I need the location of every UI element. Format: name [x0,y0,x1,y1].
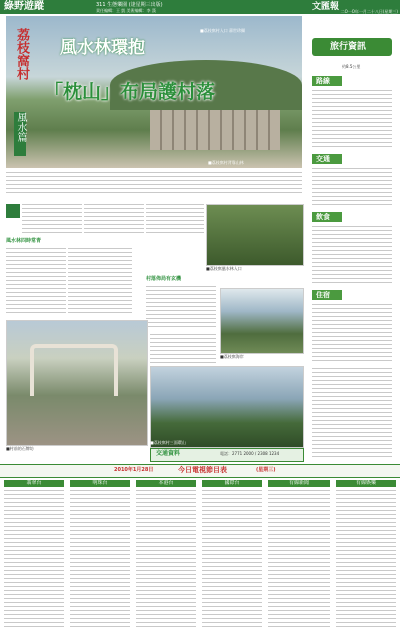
article-col2-b [68,248,132,316]
section-title: 綠野遊蹤 [4,1,44,12]
stay-text [312,304,392,364]
right-brand: 文匯報 [312,2,340,12]
article-col1-a [22,204,82,234]
drop-cap [6,204,20,218]
article-col3-b [146,286,216,330]
arch-icon [30,344,118,396]
photo-bottom [150,366,304,448]
caption-right: ■荔枝窩村背靠山林 [208,160,244,165]
sub-heading-2: 村落佈局有玄機 [146,276,182,282]
tv-date: 2010年1月28日 [114,467,154,473]
tv-day: (星期三) [256,467,276,473]
caption-top: ■荔枝窩村入口 蔣世珍攝 [200,28,246,33]
tv-channel-5: 有線新聞 [268,480,330,487]
article-col3-a [146,204,204,234]
photo-right2 [220,288,304,354]
sidebar-col-bottom [312,368,392,460]
tv-listing-4 [202,490,262,630]
food-label: 飲食 [312,212,342,222]
caption-left: ■村前的石牌坊 [6,446,34,451]
tv-channel-1: 翡翠台 [4,480,64,487]
tv-listing-6 [336,490,396,630]
caption-mid: ■荔枝窩風水林入口 [206,266,242,271]
article-col1-b [6,248,66,316]
caption-bottom: ■荔枝窩村三面環山 [150,440,186,445]
tv-listing-3 [136,490,196,630]
tv-listing-2 [70,490,130,630]
right-meta: 二O一O年一月二十八日(星期三) [340,9,398,14]
stay-label: 住宿 [312,290,342,300]
hero-title-line1: 風水林環抱 [60,38,145,58]
tv-channel-6: 有線娛樂 [336,480,396,487]
tv-channel-3: 本港台 [136,480,196,487]
tv-title: 今日電視節目表 [178,466,227,474]
food-text [312,226,392,286]
tv-channel-4: 國際台 [202,480,262,487]
lead-paragraph [6,172,302,196]
tv-listing-1 [4,490,64,630]
info-phone: 電話：2771 2000 / 2308 1234 [220,451,280,456]
hero-title-line2: 「枕山」布局護村落 [44,81,216,103]
article-col2-a [84,204,144,234]
traffic-text [312,168,392,208]
caption-right2: ■荔枝窩海岸 [220,354,244,359]
editor-line: 責任編輯：王 凱 美術編輯：李 漢 [96,8,156,13]
hero-village [150,110,280,150]
route-label: 路線 [312,76,342,86]
sub-heading-1: 風水林四時常青 [6,238,42,244]
vertical-title: 荔枝窩村 [14,28,29,80]
sub-vertical: 風水篇 [14,112,26,156]
route-distance: 約8.5公里 [342,64,361,69]
tv-listing-5 [268,490,330,630]
travel-label: 旅行資訊 [330,42,367,52]
issue-text: 311 生態樂園 (逢星期三出版) [96,2,163,8]
info-title: 交通資料 [156,450,181,457]
route-text [312,90,392,150]
tv-channel-2: 明珠台 [70,480,130,487]
traffic-label: 交通 [312,154,342,164]
photo-mid [206,204,304,266]
